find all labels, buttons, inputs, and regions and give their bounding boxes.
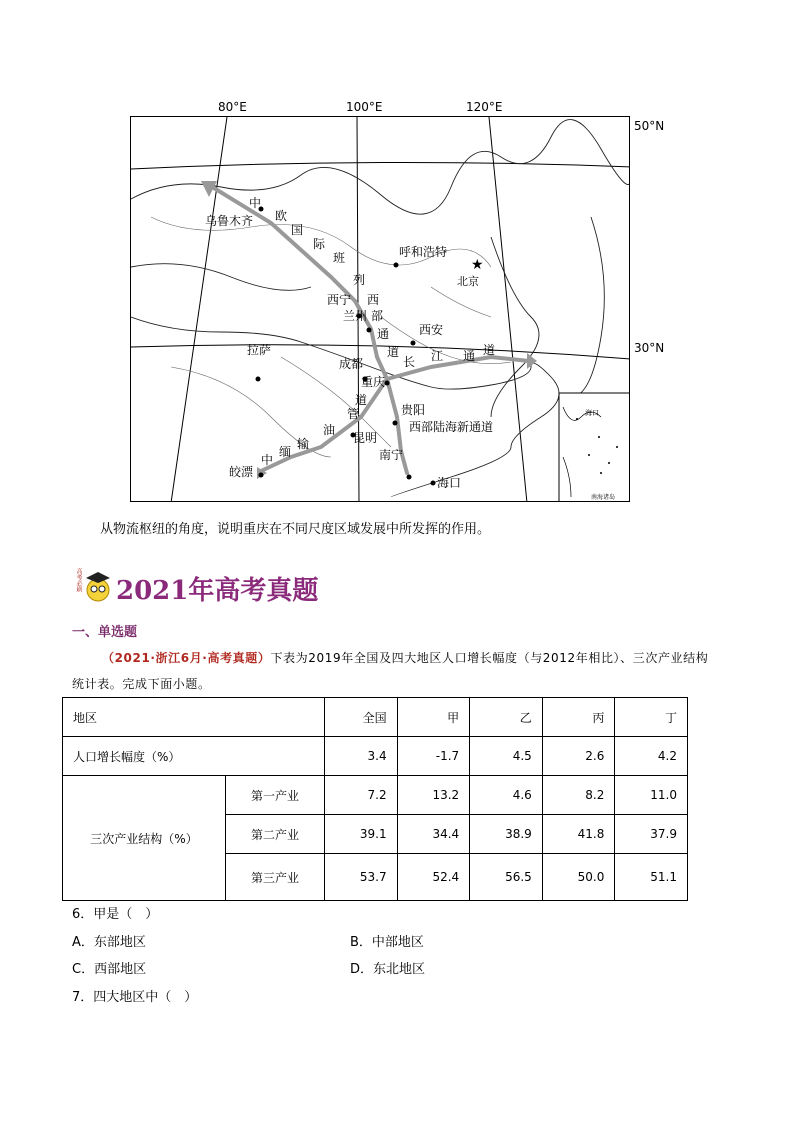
table-cell: 34.4 — [397, 815, 470, 854]
route-char: 输 — [297, 437, 310, 451]
parallel-50n — [131, 162, 630, 169]
route-char: 缅 — [279, 445, 292, 459]
table-cell: 50.0 — [542, 854, 615, 901]
meridian-120e — [489, 117, 527, 502]
longitude-label-120e: 120°E — [466, 100, 503, 114]
parallel-30n — [131, 345, 630, 359]
route-char: 道 — [483, 343, 496, 357]
table-cell: 11.0 — [615, 776, 688, 815]
inset-haikou: 海口 — [585, 409, 599, 417]
route-char: 管 — [347, 407, 360, 421]
row-label: 第一产业 — [226, 776, 325, 815]
header-cell: 乙 — [470, 698, 543, 737]
table-cell: 3.4 — [325, 737, 398, 776]
northern-border — [131, 120, 630, 215]
source-tag: （2021·浙江6月·高考真题） — [102, 651, 271, 665]
table-header-row — [63, 698, 688, 737]
table-cell: -1.7 — [397, 737, 470, 776]
city-xian: 西安 — [419, 323, 444, 337]
table-cell: 53.7 — [325, 854, 398, 901]
map-question: 从物流枢纽的角度，说明重庆在不同尺度区域发展中所发挥的作用。 — [100, 522, 491, 537]
coastline — [491, 237, 539, 417]
route-char: 中 — [249, 196, 262, 210]
map-frame — [130, 116, 630, 502]
city-hohhot: 呼和浩特 — [399, 245, 448, 259]
header-cell: 丁 — [615, 698, 688, 737]
table-cell: 13.2 — [397, 776, 470, 815]
table-row — [63, 737, 688, 776]
intro-text: 下表为2019年全国及四大地区人口增长幅度（与2012年相比）、三次产业结构统计表。完成下面小题。 — [72, 651, 709, 691]
inner-boundary — [131, 264, 311, 291]
route-char: 中 — [261, 453, 274, 467]
sub-heading: 一、单选题 — [72, 625, 138, 640]
capital-star-icon: ★ — [471, 257, 484, 273]
table-cell: 4.6 — [470, 776, 543, 815]
section-title: 2021年高考真题 — [116, 576, 319, 606]
header-cell: 甲 — [397, 698, 470, 737]
option-d[interactable]: D．东北地区 — [350, 962, 426, 977]
latitude-label-30n: 30°N — [634, 341, 665, 355]
section-badge — [72, 566, 116, 606]
table-cell: 56.5 — [470, 854, 543, 901]
route-char: 班 — [333, 251, 346, 265]
city-nanning: 南宁 — [379, 448, 404, 462]
table-row — [63, 776, 688, 815]
route-char: 油 — [323, 423, 336, 437]
table-cell: 4.2 — [615, 737, 688, 776]
route-char: 道 — [387, 345, 400, 359]
table-cell: 8.2 — [542, 776, 615, 815]
table-cell: 39.1 — [325, 815, 398, 854]
meridian-80e — [171, 117, 227, 502]
table-cell: 37.9 — [615, 815, 688, 854]
peninsula-outline — [571, 217, 604, 397]
city-haikou: 海口 — [437, 476, 462, 490]
city-chongqing: 重庆 — [361, 375, 386, 389]
badge-text: 高考必刷 — [75, 568, 82, 592]
header-cell: 丙 — [542, 698, 615, 737]
route-char: 长 — [403, 355, 416, 369]
longitude-label-100e: 100°E — [346, 100, 383, 114]
table-cell: 41.8 — [542, 815, 615, 854]
city-urumqi: 乌鲁木齐 — [205, 214, 254, 228]
table-cell: 52.4 — [397, 854, 470, 901]
longitude-label-80e: 80°E — [218, 100, 247, 114]
option-b[interactable]: B．中部地区 — [350, 935, 424, 950]
question-6-stem: 6．甲是（ ） — [72, 907, 159, 922]
city-guiyang: 贵阳 — [401, 403, 426, 417]
route-char: 通 — [377, 327, 390, 341]
route-new-sea-land: 西部陆海新通道 — [409, 420, 494, 434]
city-kyaukphyu: 皎漂 — [229, 465, 254, 479]
table-cell: 51.1 — [615, 854, 688, 901]
header-cell: 全国 — [325, 698, 398, 737]
route-char: 江 — [431, 349, 444, 363]
route-char: 列 — [353, 273, 366, 287]
question-7-stem: 7．四大地区中（ ） — [72, 990, 198, 1005]
row-label: 第二产业 — [226, 815, 325, 854]
table-cell: 7.2 — [325, 776, 398, 815]
row-label: 第三产业 — [226, 854, 325, 901]
header-cell: 地区 — [63, 698, 325, 737]
route-char: 道 — [355, 393, 368, 407]
city-lanzhou: 兰州 — [343, 309, 368, 323]
route-char: 部 — [371, 309, 384, 323]
city-xining: 西宁 — [327, 293, 352, 307]
inset-label: 南海诸岛 — [591, 494, 616, 501]
row-group-label: 三次产业结构（%） — [63, 776, 226, 901]
latitude-label-50n: 50°N — [634, 119, 665, 133]
intro-paragraph — [72, 645, 712, 697]
statistics-table — [62, 697, 688, 901]
route-char: 通 — [463, 349, 476, 363]
city-kunming: 昆明 — [353, 431, 378, 445]
route-char: 欧 — [275, 209, 288, 223]
logistics-map — [130, 100, 670, 502]
row-label: 人口增长幅度（%） — [63, 737, 325, 776]
route-char: 国 — [291, 223, 304, 237]
route-char: 际 — [313, 237, 326, 251]
route-char: 西 — [367, 293, 380, 307]
arrow-head-east — [527, 353, 537, 369]
option-c[interactable]: C．西部地区 — [72, 962, 147, 977]
table-cell: 38.9 — [470, 815, 543, 854]
table-cell: 2.6 — [542, 737, 615, 776]
option-a[interactable]: A．东部地区 — [72, 935, 146, 950]
city-beijing: 北京 — [457, 275, 479, 288]
table-cell: 4.5 — [470, 737, 543, 776]
city-chengdu: 成都 — [339, 357, 364, 371]
city-lhasa: 拉萨 — [247, 343, 272, 357]
